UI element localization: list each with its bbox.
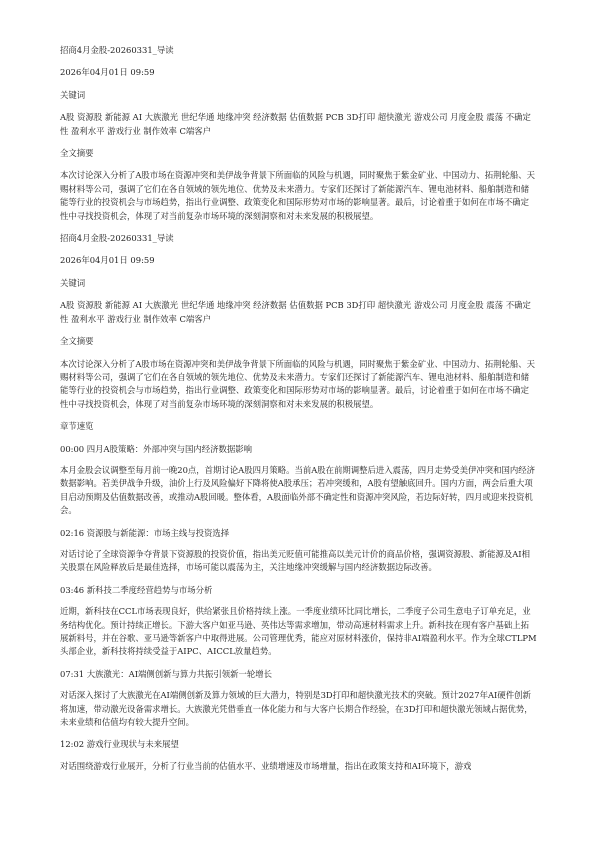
summary-label: 全文摘要: [60, 148, 94, 159]
chapter-body: 对话围绕游戏行业展开，分析了行业当前的估值水平、业绩增速及市场增量，指出在政策支持和AI环境下，游戏: [60, 760, 472, 771]
chapter-body: 本月金股会议调整至每月前一晚20点，首期讨论A股四月策略。当前A股在前期调整后进入震荡，四月走势受美伊冲突和国内经济数据影响。若美伊战争升级，油价上行及风险偏好下降将使A股承压；若冲突缓和，A股有望触底回升。国内方面，两会后重大项目启动预期及估值数据改善，或推动A股回暖。整体看，A股面临外部不确定性和资源冲突风险，若边际好转，四月或迎来投资机会。: [60, 464, 535, 516]
doc-block-1: [60, 44, 537, 223]
chapter-heading: 00:00 四月A股策略：外部冲突与国内经济数据影响: [60, 443, 252, 454]
doc-title: 招商4月金股-20260331_导读: [60, 233, 174, 244]
chapters-section: [60, 420, 537, 773]
chapter-heading: 02:16 资源股与新能源：市场主线与投资选择: [60, 527, 230, 538]
keywords-label: 关键词: [60, 89, 86, 100]
doc-title: 招商4月金股-20260331_导读: [60, 45, 174, 55]
keywords-label: 关键词: [60, 277, 86, 288]
chapter-body: 对话深入探讨了大族激光在AI端侧创新及算力领域的巨大潜力，特别是3D打印和超快激光技术的突破。预计2027年AI硬件创新将加速，带动激光设备需求增长。大族激光凭借垂直一体化能力和与大客户长期合作经验，在3D打印和超快激光领域占据优势，未来业绩和估值均有较大提升空间。: [60, 690, 533, 728]
chapter-body: 近期，新科技在CCL市场表现良好，供给紧张且价格持续上涨。一季度业绩环比同比增长，二季度子公司生意电子订单充足，业务结构优化。预计持续正增长。下游大客户如亚马逊、英伟达等需求增加，带动高速材料需求上升。新科技在现有客户基础上拓展新料号，并在谷歌、亚马逊等新客户中取得进展。公司管理优秀，能应对原材料涨价，保持非AI端盈利水平。作为全球CTLPM头部企业，新科技将持续受益于AIPC、AICCL放量趋势。: [60, 606, 537, 657]
chapter-heading: 12:02 游戏行业现状与未来展望: [60, 739, 179, 750]
chapter-heading: 03:46 新科技二季度经营趋势与市场分析: [60, 584, 213, 595]
keywords-text: A股 资源股 新能源 AI 大族激光 世纪华通 地缘冲突 经济数据 估值数据 PCB 3D打印 超快激光 游戏公司 月度金股 震荡 不确定性 盈利水平 游戏行业 制作效率 C端客户: [60, 300, 531, 324]
summary-label: 全文摘要: [60, 336, 94, 347]
chapter-heading: 07:31 大族激光：AI端侧创新与算力共振引领新一轮增长: [60, 668, 273, 679]
chapter-body: 对话讨论了全球资源争夺背景下资源股的投资价值，指出美元贬值可能推高以美元计价的商品价格，强调资源股、新能源及AI相关股票在风险释放后是最佳选择，市场可能以震荡为主，关注地缘冲突缓解与国内经济数据边际改善。: [60, 548, 530, 573]
summary-text: 本次讨论深入分析了A股市场在资源冲突和美伊战争背景下所面临的风险与机遇，同时聚焦于紫金矿业、中国动力、拓荆轮船、天赐材料等公司，强调了它们在各自领域的领先地位、优势及未来潜力。专家们还探讨了新能源汽车、锂电池材料、船舶制造和储能等行业的投资机会与市场趋势，指出行业调整、政策变化和国际形势对市场的影响显著。最后，讨论着重于如何在市场不确定性中寻找投资机会，体现了对当前复杂市场环境的深刻洞察和对未来发展的积极展望。: [60, 170, 536, 221]
doc-datetime: 2026年04月01日 09:59: [60, 255, 155, 266]
doc-datetime: 2026年04月01日 09:59: [60, 67, 155, 78]
chapters-label: 章节速览: [60, 421, 94, 432]
keywords-text: A股 资源股 新能源 AI 大族激光 世纪华通 地缘冲突 经济数据 估值数据 PCB 3D打印 超快激光 游戏公司 月度金股 震荡 不确定性 盈利水平 游戏行业 制作效率 C端客户: [60, 112, 531, 136]
summary-text: 本次讨论深入分析了A股市场在资源冲突和美伊战争背景下所面临的风险与机遇，同时聚焦于紫金矿业、中国动力、拓荆轮船、天赐材料等公司，强调了它们在各自领域的领先地位、优势及未来潜力。专家们还探讨了新能源汽车、锂电池材料、船舶制造和储能等行业的投资机会与市场趋势，指出行业调整、政策变化和国际形势对市场的影响显著。最后，讨论着重于如何在市场不确定性中寻找投资机会，体现了对当前复杂市场环境的深刻洞察和对未来发展的积极展望。: [60, 358, 536, 409]
doc-block-2: [60, 232, 537, 411]
